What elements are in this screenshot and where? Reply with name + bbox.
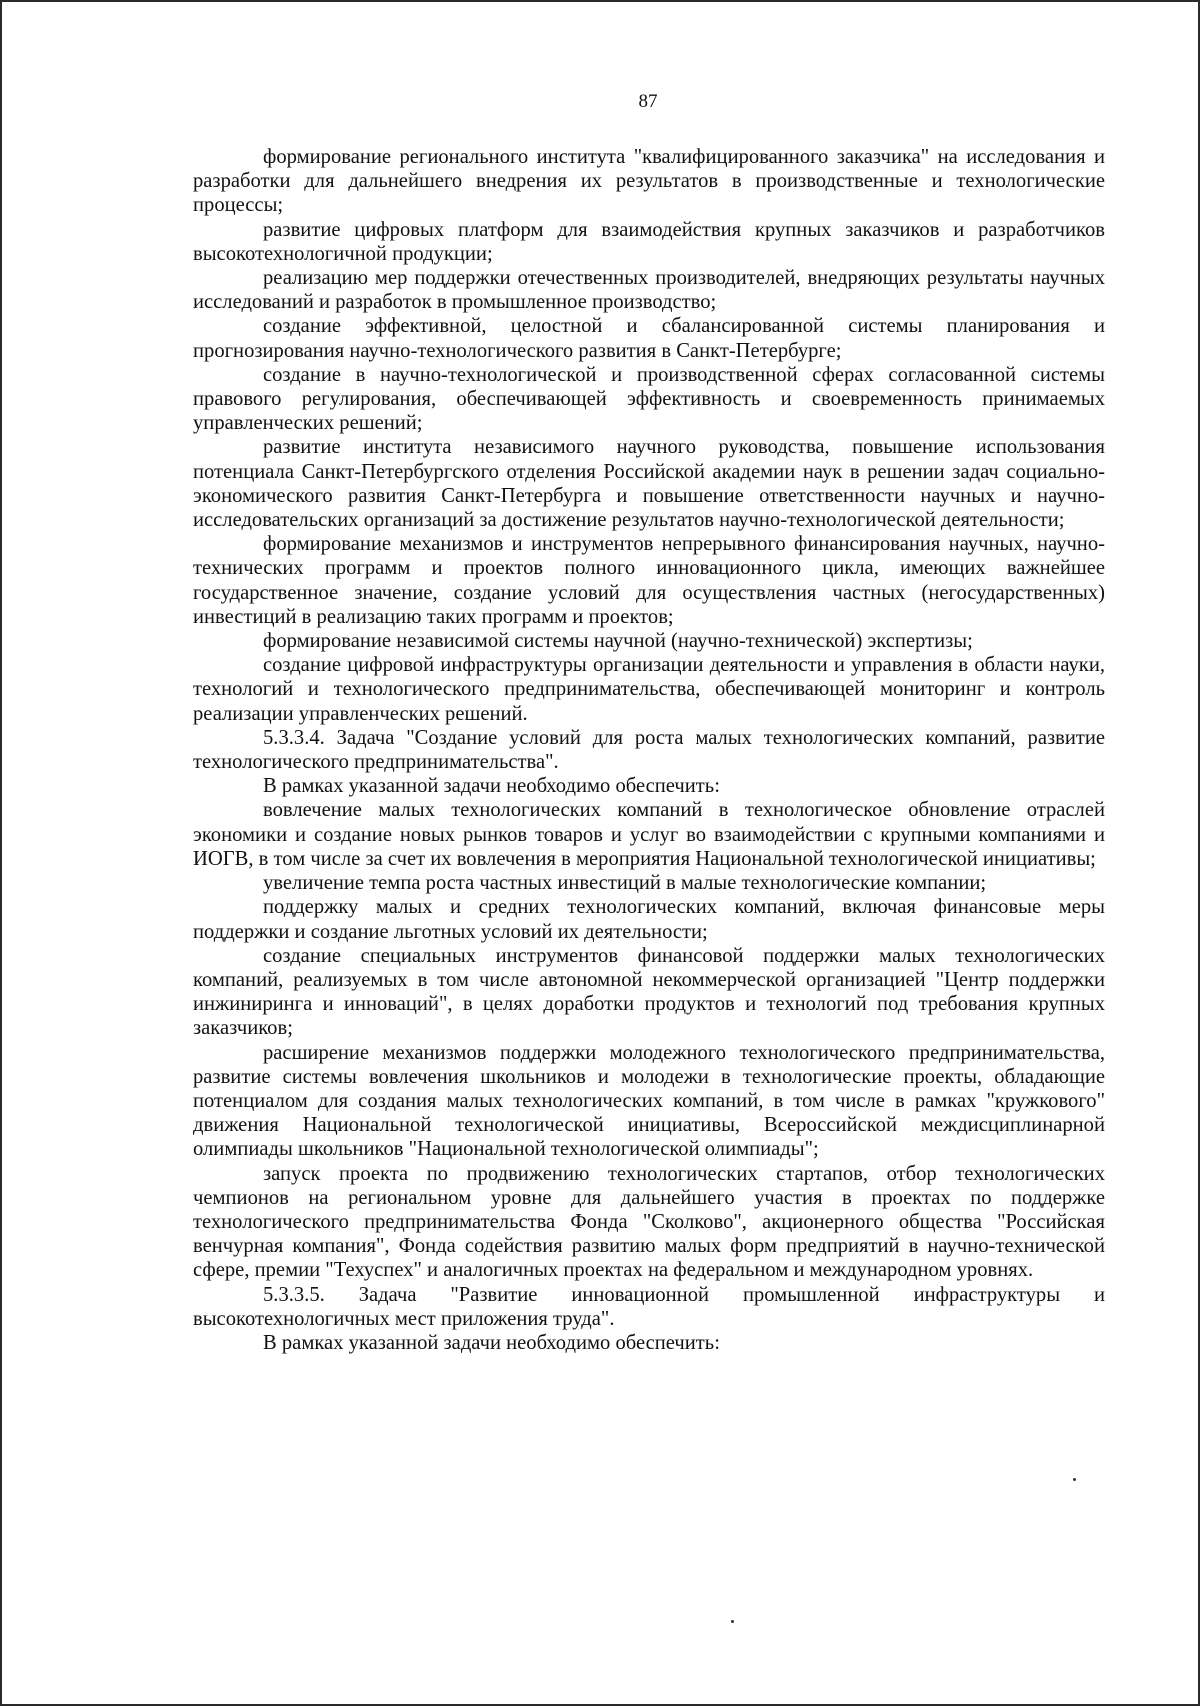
- paragraph: увеличение темпа роста частных инвестиций в малые технологические компании;: [263, 872, 987, 895]
- paragraph: развитие института независимого научного руководства, повышение использования потенциала Санкт-Петербургского отделения Российской академии наук в решении задач социально-экономического развития Санкт-Петербурга и повышение ответственности научных и научно-исследовательских организаций за достижение результатов научно-технологической деятельности;: [193, 436, 1105, 532]
- paragraph: расширение механизмов поддержки молодежного технологического предпринимательства, развитие системы вовлечения школьников и молодежи в технологические проекты, обладающие потенциалом для создания малых технологических компаний, в том числе в рамках "кружкового" движения Национальной технологической инициативы, Всероссийской междисциплинарной олимпиады школьников "Национальной технологической олимпиады";: [193, 1041, 1105, 1161]
- scan-speck: [731, 1620, 734, 1623]
- paragraph: формирование независимой системы научной (научно-технической) экспертизы;: [263, 630, 973, 653]
- section-heading-5-3-3-5: 5.3.3.5. Задача "Развитие инновационной промышленной инфраструктуры и высокотехнологичных мест приложения труда".: [193, 1283, 1105, 1330]
- scan-border-left: [0, 0, 2, 1706]
- paragraph: реализацию мер поддержки отечественных производителей, внедряющих результаты научных исследований и разработок в промышленное производство;: [193, 267, 1105, 314]
- scan-speck: [1073, 1478, 1076, 1481]
- paragraph: вовлечение малых технологических компаний в технологическое обновление отраслей экономики и создание новых рынков товаров и услуг во взаимодействии с крупными компаниями и ИОГВ, в том числе за счет их вовлечения в мероприятия Национальной технологической инициативы;: [193, 799, 1105, 870]
- paragraph: развитие цифровых платформ для взаимодействия крупных заказчиков и разработчиков высокотехнологичной продукции;: [193, 218, 1105, 265]
- paragraph: создание эффективной, целостной и сбалансированной системы планирования и прогнозирования научно-технологического развития в Санкт-Петербурге;: [193, 315, 1105, 362]
- paragraph: формирование механизмов и инструментов непрерывного финансирования научных, научно-технических программ и проектов полного инновационного цикла, имеющих важнейшее государственное значение, создание условий для осуществления частных (негосударственных) инвестиций в реализацию таких программ и проектов;: [193, 533, 1105, 628]
- paragraph: формирование регионального института "квалифицированного заказчика" на исследования и разработки для дальнейшего внедрения их результатов в производственные и технологические процессы;: [193, 146, 1105, 217]
- section-heading-5-3-3-4: 5.3.3.4. Задача "Создание условий для роста малых технологических компаний, развитие технологического предпринимательства".: [193, 726, 1105, 774]
- document-body: [193, 145, 1105, 1355]
- scan-border-top: [0, 0, 1200, 2]
- paragraph: В рамках указанной задачи необходимо обеспечить:: [263, 1331, 720, 1354]
- paragraph: создание в научно-технологической и производственной сферах согласованной системы правового регулирования, обеспечивающей эффективность и своевременность принимаемых управленческих решений;: [193, 363, 1105, 435]
- paragraph: создание цифровой инфраструктуры организации деятельности и управления в области науки, технологий и технологического предпринимательства, обеспечивающей мониторинг и контроль реализации управленческих решений.: [193, 654, 1105, 725]
- paragraph: поддержку малых и средних технологических компаний, включая финансовые меры поддержки и создание льготных условий их деятельности;: [193, 896, 1105, 943]
- paragraph: создание специальных инструментов финансовой поддержки малых технологических компаний, реализуемых в том числе автономной некоммерческой организацией "Центр поддержки инжиниринга и инноваций", в целях доработки продуктов и технологий под требования крупных заказчиков;: [193, 944, 1105, 1040]
- paragraph: запуск проекта по продвижению технологических стартапов, отбор технологических чемпионов на региональном уровне для дальнейшего участия в проектах по поддержке технологического предпринимательства Фонда "Сколково", акционерного общества "Российская венчурная компания", Фонда содействия развитию малых форм предприятий в научно-технической сфере, премии "Техуспех" и аналогичных проектах на федеральном и международном уровнях.: [193, 1162, 1105, 1282]
- page-number: 87: [638, 91, 658, 112]
- paragraph: В рамках указанной задачи необходимо обеспечить:: [263, 775, 720, 798]
